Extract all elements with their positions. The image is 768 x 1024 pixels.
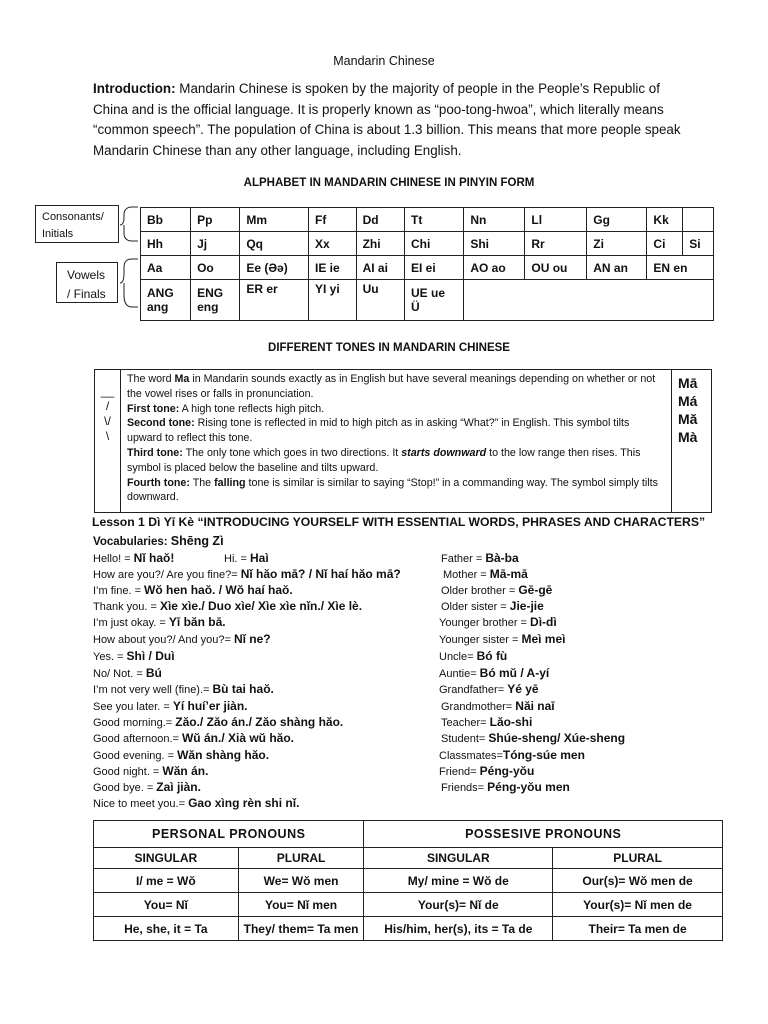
plural-header: PLURAL (553, 848, 723, 869)
vocab-pinyin: Yī băn bā. (168, 615, 226, 629)
vocab-label: Vocabularies: (93, 536, 171, 548)
vocab-english: Friends= (441, 782, 488, 794)
vocab-pinyin: Bú (145, 666, 162, 680)
singular-header: SINGULAR (364, 848, 553, 869)
alphabet-cell: Jj (191, 232, 240, 256)
alphabet-cell: Chi (404, 232, 463, 256)
fourth-tone-symbol: \ (105, 429, 110, 443)
pronoun-cell: You= Nǐ men (238, 893, 364, 917)
vocab-english: Student= (441, 733, 489, 745)
pronoun-cell: My/ mine = Wŏ de (364, 869, 553, 893)
pronouns-table (93, 820, 723, 941)
vocab-item (93, 567, 401, 581)
alphabet-cell: Oo (191, 256, 240, 280)
third-tone-desc (127, 446, 665, 476)
vocab-item (443, 567, 528, 581)
vowel-row-1 (141, 256, 714, 280)
tone-label: Fourth tone: (127, 476, 190, 489)
alphabet-heading: ALPHABET IN MANDARIN CHINESE IN PINYIN FORM (243, 177, 535, 189)
vocab-pinyin: Xìe xìe./ Duo xìe/ Xìe xìe nǐn./ Xìe lè. (159, 599, 363, 613)
text-run: The word (127, 373, 175, 385)
vocab-english: Good bye. = (93, 782, 157, 794)
text-run: tone is similar is similar to saying “Stop!” in a commanding way. The symbol simply tilts downward. (127, 476, 658, 504)
cell-line: ER er (246, 282, 278, 296)
vocab-item (439, 632, 565, 646)
pronoun-cell: He, she, it = Ta (94, 917, 239, 941)
alphabet-cell: Aa (141, 256, 191, 280)
tones-box (94, 369, 712, 513)
cell-line: UE ue (410, 286, 445, 300)
ma-tone-forms (671, 370, 711, 512)
vocab-english: How are you?/ Are you fine?= (93, 569, 241, 581)
tones-intro (127, 372, 665, 402)
finals-label: / Finals (67, 287, 106, 301)
vocab-item (441, 715, 532, 729)
vocab-pinyin: Shì / Duì (126, 649, 175, 663)
pronoun-cell: I/ me = Wŏ (94, 869, 239, 893)
text-run: Rising tone is reflected in mid to high pitch as in asking “What?” in English. This symbol tilts upward to reflect this tone. (127, 417, 630, 445)
fourth-tone-desc (127, 476, 665, 506)
vocab-pinyin: Nǐ ne? (233, 632, 271, 646)
vocab-pinyin: Nǐ haŏ! (133, 551, 175, 565)
vocab-english: I’m fine. = (93, 585, 145, 597)
vocab-item (93, 796, 299, 810)
alphabet-cell: Bb (141, 208, 191, 232)
alphabet-cell: AN an (587, 256, 647, 280)
vocab-item (439, 615, 557, 629)
vocab-english: Grandfather= (439, 684, 508, 696)
pronoun-cell: Your(s)= Nǐ men de (553, 893, 723, 917)
alphabet-cell-empty (464, 280, 714, 321)
alphabet-cell: Xx (309, 232, 357, 256)
vocab-english: Auntie= (439, 668, 480, 680)
vocab-english: Hi. = (224, 553, 250, 565)
vocab-item (93, 715, 343, 729)
pronoun-cell: You= Nǐ (94, 893, 239, 917)
vocab-item (93, 731, 294, 745)
alphabet-cell (141, 280, 191, 321)
alphabet-cell: Kk (647, 208, 683, 232)
vocab-english: No/ Not. = (93, 668, 146, 680)
vocab-english: See you later. = (93, 701, 173, 713)
tones-heading: DIFFERENT TONES IN MANDARIN CHINESE (268, 342, 510, 354)
pronoun-cell: Your(s)= Nǐ de (364, 893, 553, 917)
vocab-english: Good morning.= (93, 717, 176, 729)
plural-header: PLURAL (238, 848, 364, 869)
text-run: in Mandarin sounds exactly as in English but have several meanings depending on whether or not the vowel rises or falls in pronunciation. (127, 373, 656, 400)
third-tone-symbol: \/ (104, 414, 111, 428)
vocab-english: Older sister = (441, 601, 510, 613)
tone-symbols (95, 370, 121, 512)
vocab-pinyin: Péng-yŏu (479, 764, 535, 778)
alphabet-cell: EN en (647, 256, 714, 280)
vocab-pinyin: Nǐ hăo mā? / Nǐ haí hăo mā? (240, 567, 401, 581)
vocab-pinyin: Jie-jie (509, 599, 544, 613)
vocab-english: Teacher= (441, 717, 490, 729)
consonants-label-box (35, 205, 119, 243)
vowels-label-box (56, 262, 118, 303)
vocab-pinyin: Yí huí’er jiàn. (172, 699, 248, 713)
first-tone-desc (127, 402, 665, 417)
lesson-title: Lesson 1 Dì Yī Kè “INTRODUCING YOURSELF WITH ESSENTIAL WORDS, PHRASES AND CHARACTERS” (92, 515, 706, 529)
vocab-item (439, 748, 585, 762)
vocab-english: Hello! = (93, 553, 134, 565)
vocab-pinyin: Wăn án. (162, 764, 209, 778)
vocab-item (93, 748, 269, 762)
vocab-english: Good night. = (93, 766, 163, 778)
vocab-english: Friend= (439, 766, 480, 778)
alphabet-cell: Tt (404, 208, 463, 232)
vocab-item (93, 599, 362, 613)
table-row (94, 869, 723, 893)
vocab-item (439, 666, 549, 680)
alphabet-cell: Gg (587, 208, 647, 232)
vocab-english: Good afternoon.= (93, 733, 182, 745)
vowel-row-2 (141, 280, 714, 321)
vocab-english: Father = (441, 553, 486, 565)
alphabet-cell: Zi (587, 232, 647, 256)
ma-third: Mă (678, 411, 698, 427)
vocab-item (93, 615, 226, 629)
consonant-row-1 (141, 208, 714, 232)
vocab-pinyin: Bó mŭ / A-yí (479, 666, 550, 680)
cell-line: Ü (410, 300, 420, 314)
cell-line: YI yi (315, 282, 340, 296)
pronoun-cell: Our(s)= Wŏ men de (553, 869, 723, 893)
vocab-english: Uncle= (439, 651, 477, 663)
vocab-item (93, 666, 162, 680)
consonant-row-2 (141, 232, 714, 256)
alphabet-cell: AI ai (356, 256, 404, 280)
alphabet-cell: IE ie (309, 256, 357, 280)
vocab-item (441, 699, 555, 713)
emphasis: starts downward (401, 446, 487, 459)
second-tone-desc (127, 416, 665, 446)
alphabet-cell: Ee (Əə) (240, 256, 309, 280)
vocab-english: Nice to meet you.= (93, 798, 189, 810)
vocab-pinyin: Mā-mā (489, 567, 528, 581)
vocab-english: Older brother = (441, 585, 519, 597)
vocab-pinyin: Zaì jiàn. (156, 780, 201, 794)
vowels-label: Vowels (67, 268, 106, 282)
vocabularies-heading (93, 534, 224, 548)
tone-label: Third tone: (127, 446, 183, 459)
vocab-item (93, 551, 174, 565)
cell-line: Uu (362, 282, 379, 296)
vocab-pinyin: Gē-gē (518, 583, 553, 597)
vocab-pinyin: Meì meì (521, 632, 566, 646)
vocab-english: Classmates= (439, 750, 503, 762)
alphabet-cell: Ff (309, 208, 357, 232)
intro-label: Introduction: (93, 81, 176, 96)
consonants-label: Consonants/ (42, 211, 104, 223)
cell-line: ang (147, 300, 169, 314)
pronouns-subheader-row (94, 848, 723, 869)
vocab-english: How about you?/ And you?= (93, 634, 234, 646)
vocab-pinyin: Bà-ba (485, 551, 519, 565)
alphabet-table (140, 207, 714, 321)
bracket-connectors (118, 203, 142, 323)
intro-paragraph (93, 79, 693, 161)
alphabet-cell: Ci (647, 232, 683, 256)
possessive-pronouns-header: POSSESIVE PRONOUNS (364, 821, 723, 848)
singular-header: SINGULAR (94, 848, 239, 869)
vocab-english: Thank you. = (93, 601, 160, 613)
vocab-item (93, 649, 175, 663)
alphabet-cell: OU ou (525, 256, 587, 280)
vocab-pinyin: Shúe-sheng/ Xúe-sheng (488, 731, 626, 745)
ma-second: Má (678, 393, 698, 409)
emphasis: falling (214, 476, 246, 489)
vocab-item (93, 780, 201, 794)
cell-line: eng (197, 300, 219, 314)
alphabet-cell: EI ei (404, 256, 463, 280)
ma-first: Mā (678, 375, 698, 391)
vocab-pinyin: Bù tai haŏ. (212, 682, 274, 696)
text-run: The only tone which goes in two directions. It (182, 446, 402, 459)
vocab-pinyin: Yé yē (507, 682, 539, 696)
alphabet-cell (240, 280, 309, 321)
first-tone-symbol: __ (100, 384, 115, 398)
vocab-pinyin: Bó fù (476, 649, 508, 663)
alphabet-cell (309, 280, 357, 321)
vocab-item (441, 599, 544, 613)
vocab-item (93, 583, 293, 597)
tone-label: Second tone: (127, 417, 195, 430)
vocab-pinyin: Zăo./ Zăo án./ Zăo shàng hăo. (175, 715, 344, 729)
vocab-pinyin: Năi naī (515, 699, 555, 713)
alphabet-cell: Si (683, 232, 714, 256)
ma-fourth: Mà (678, 429, 698, 445)
text-run: to the low range then rises. This symbol is placed below the baseline and tilts upward. (127, 446, 641, 474)
alphabet-cell (191, 280, 240, 321)
pronouns-header-row (94, 821, 723, 848)
intro-text: Mandarin Chinese is spoken by the majority of people in the People’s Republic of China and is the official language. It is properly known as “poo-tong-hwoa”, which literally means “common speech”. The population of China is about 1.3 billion. This means that more people speak Mandarin Chinese than any other language, including English. (93, 81, 681, 158)
vocab-item (441, 551, 519, 565)
alphabet-cell: Qq (240, 232, 309, 256)
vocab-item (441, 583, 552, 597)
vocab-item (93, 764, 208, 778)
vocab-english: Yes. = (93, 651, 127, 663)
vocab-item (93, 632, 271, 646)
vocab-pinyin: Péng-yŏu men (487, 780, 570, 794)
vocab-english: Grandmother= (441, 701, 516, 713)
text-run: The (189, 476, 215, 489)
personal-pronouns-header: PERSONAL PRONOUNS (94, 821, 364, 848)
vocab-pinyin: Wŭ án./ Xià wŭ hăo. (181, 731, 294, 745)
vocab-pinyin: Gao xìng rèn shi nǐ. (188, 796, 300, 810)
pronoun-cell: We= Wŏ men (238, 869, 364, 893)
vocab-item (93, 699, 248, 713)
vocab-english: Younger brother = (439, 617, 531, 629)
table-row (94, 893, 723, 917)
alphabet-cell: Hh (141, 232, 191, 256)
alphabet-cell (356, 280, 404, 321)
alphabet-cell (683, 208, 714, 232)
vocab-pinyin: Wăn shàng hăo. (177, 748, 270, 762)
vocab-english: Younger sister = (439, 634, 522, 646)
alphabet-cell: Dd (356, 208, 404, 232)
alphabet-cell (404, 280, 463, 321)
vocab-item (441, 780, 570, 794)
alphabet-cell: Shi (464, 232, 525, 256)
alphabet-cell: Nn (464, 208, 525, 232)
pronoun-cell: Their= Ta men de (553, 917, 723, 941)
vocab-english: I’m not very well (fine).= (93, 684, 213, 696)
second-tone-symbol: / (105, 399, 110, 413)
vocab-value: Shēng Zì (170, 534, 224, 548)
vocab-item (224, 551, 269, 565)
tones-description (127, 372, 665, 505)
vocab-item (93, 682, 274, 696)
vocab-pinyin: Wŏ hen haŏ. / Wŏ haí haŏ. (144, 583, 293, 597)
pronoun-cell: His/him, her(s), its = Ta de (364, 917, 553, 941)
vocab-pinyin: Dì-dì (530, 615, 557, 629)
alphabet-cell: Pp (191, 208, 240, 232)
tone-label: First tone: (127, 402, 180, 415)
vocab-item (439, 649, 507, 663)
vocab-english: I’m just okay. = (93, 617, 169, 629)
vocab-pinyin: Lăo-shi (489, 715, 533, 729)
initials-label: Initials (42, 228, 74, 240)
cell-line: ENG (197, 286, 224, 300)
alphabet-cell: Ll (525, 208, 587, 232)
vocab-item (439, 682, 539, 696)
alphabet-cell: AO ao (464, 256, 525, 280)
text-run: A high tone reflects high pitch. (179, 402, 325, 415)
vocab-item (441, 731, 625, 745)
alphabet-cell: Mm (240, 208, 309, 232)
alphabet-cell: Zhi (356, 232, 404, 256)
pronoun-cell: They/ them= Ta men (238, 917, 364, 941)
word-ma: Ma (174, 373, 190, 385)
vocab-pinyin: Haì (249, 551, 269, 565)
vocab-english: Good evening. = (93, 750, 178, 762)
vocab-english: Mother = (443, 569, 490, 581)
document-title: Mandarin Chinese (333, 54, 435, 68)
cell-line: ANG (147, 286, 174, 300)
vocab-pinyin: Tóng-súe men (502, 748, 585, 762)
alphabet-cell: Rr (525, 232, 587, 256)
table-row (94, 917, 723, 941)
vocab-item (439, 764, 534, 778)
